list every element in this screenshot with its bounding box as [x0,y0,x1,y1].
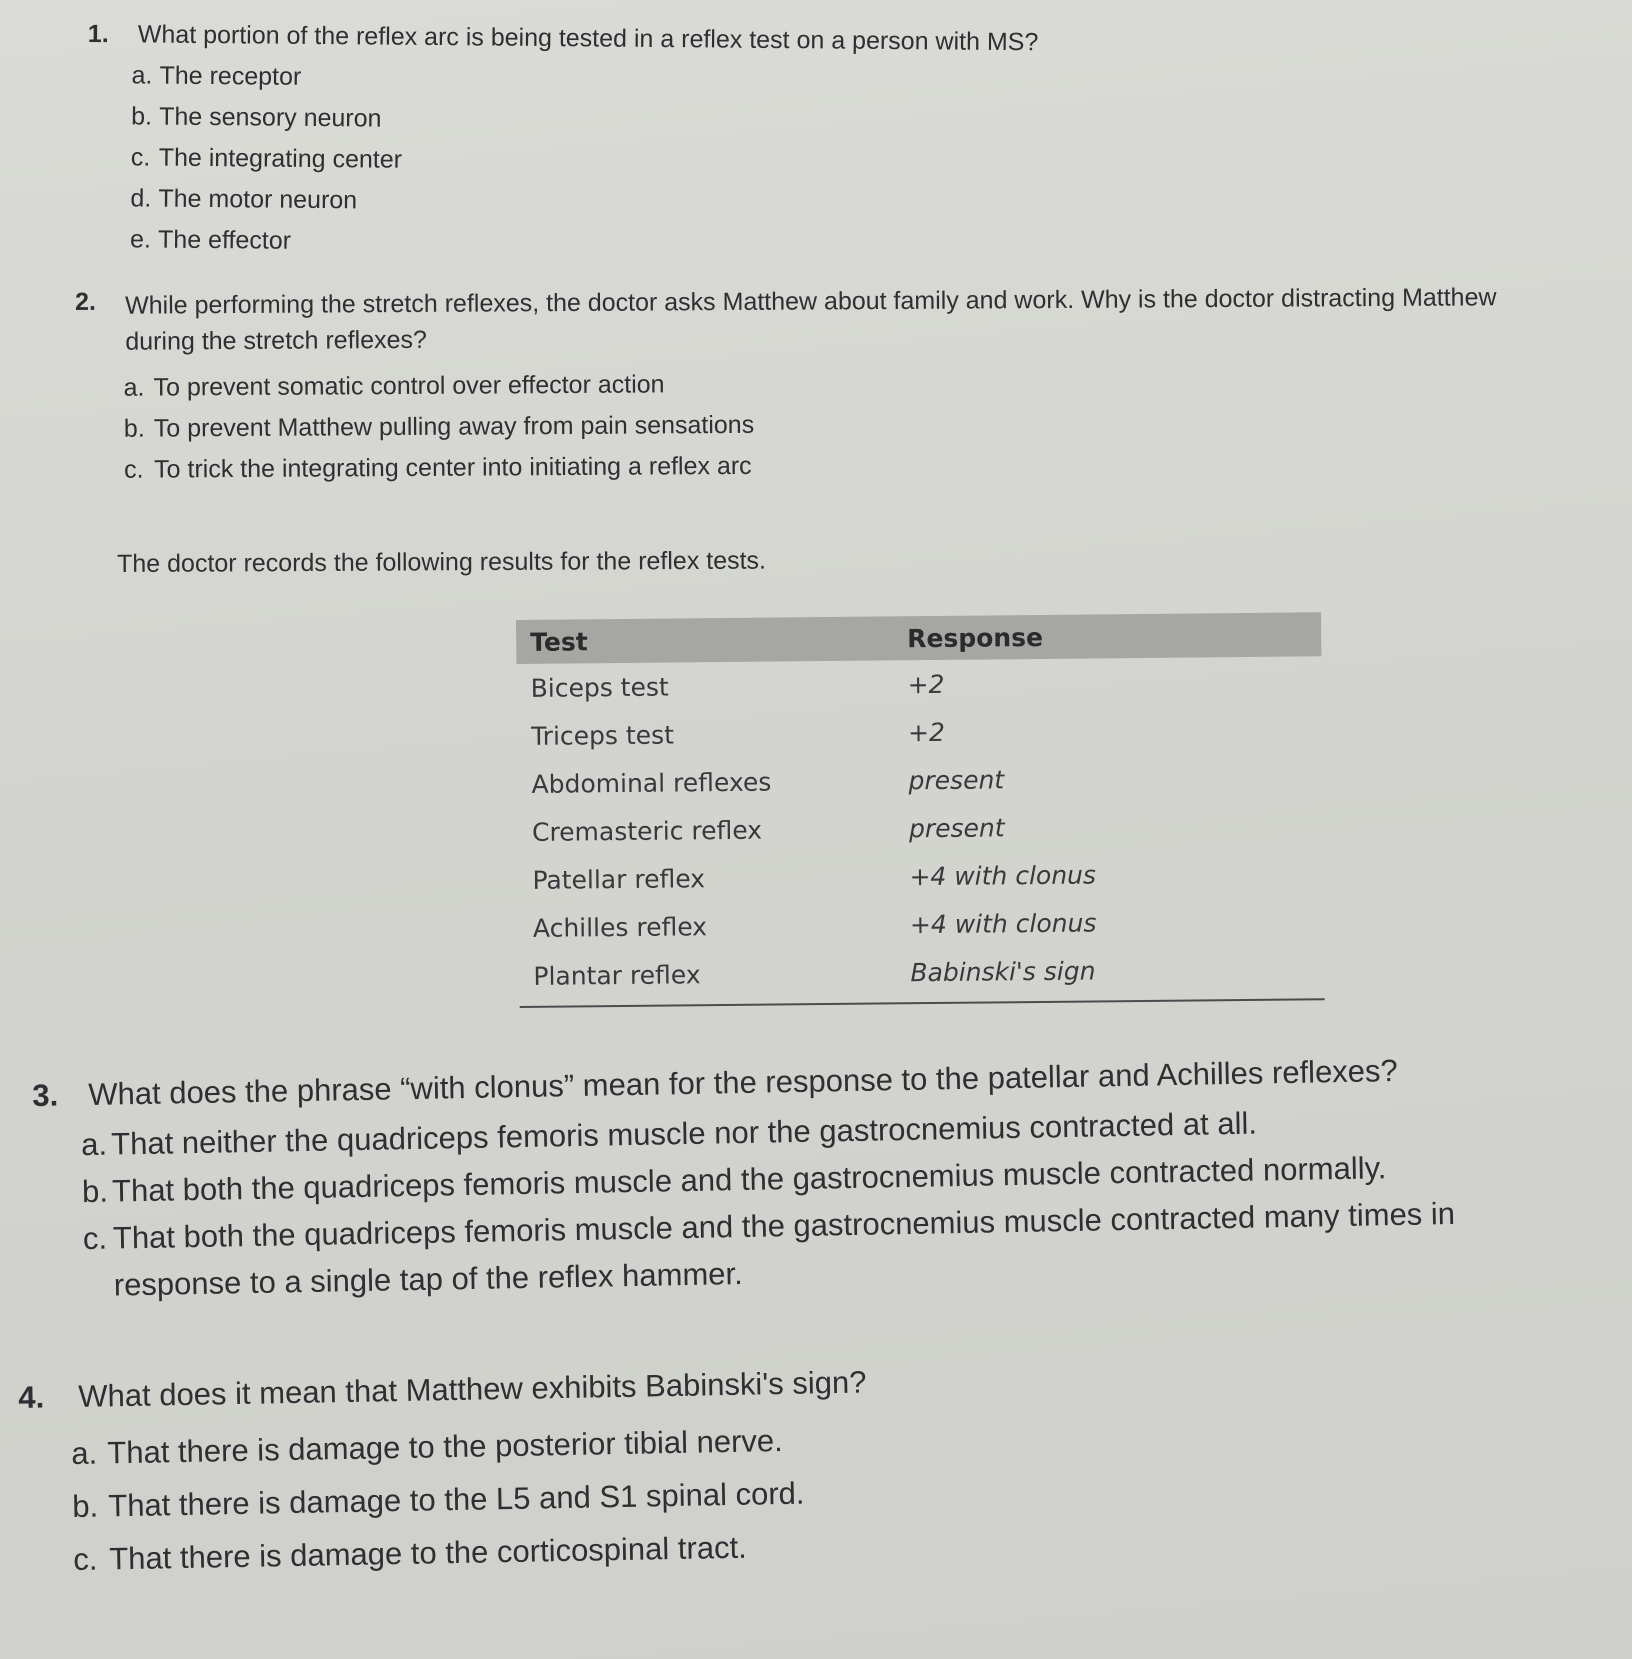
option-text: To trick the integrating center into initiating a reflex arc [154,451,752,484]
header-response: Response [907,622,1044,653]
cell-test: Biceps test [530,672,669,703]
question-2 [75,279,1556,491]
option-text: That neither the quadriceps femoris muscle nor the gastrocnemius contracted at all. [110,1105,1258,1162]
option-letter: a. [131,61,153,90]
reflex-results-table [516,612,1325,1008]
option-text: The integrating center [158,143,403,174]
question-text: What does the phrase “with clonus” mean for the response to the patellar and Achilles reflexes? [87,1052,1399,1112]
option-text: That there is damage to the corticospinal tract. [108,1529,748,1577]
question-stem [88,20,1039,57]
option-letter: c. [82,1220,108,1257]
answer-options [130,55,1038,268]
table-row [516,656,1321,712]
option-text: The sensory neuron [159,102,382,133]
table-header-row [516,612,1321,664]
question-number: 1. [87,20,109,49]
option-letter: a. [123,373,145,402]
question-1 [86,20,1039,268]
table-row [517,704,1322,760]
option-text: The effector [157,225,292,255]
option-text: That there is damage to the posterior tibial nerve. [107,1422,784,1471]
option-letter: c. [72,1541,98,1578]
cell-test: Cremasteric reflex [531,815,763,847]
option-text: That there is damage to the L5 and S1 spinal cord. [108,1475,805,1524]
option-letter: b. [72,1488,99,1525]
cell-response: +2 [907,669,945,699]
cell-test: Abdominal reflexes [531,767,772,799]
table-row [517,752,1322,808]
cell-response: present [908,764,1005,795]
question-stem [75,279,1555,360]
question-number: 2. [75,287,97,316]
option-letter: c. [130,143,151,172]
option-letter: a. [80,1126,108,1163]
table-row [519,896,1324,952]
answer-options [81,1093,1626,1309]
cell-response: present [908,812,1005,843]
header-test: Test [530,626,588,657]
option-text: That both the quadriceps femoris muscle and the gastrocnemius muscle contracted normally. [111,1150,1387,1209]
option-letter: d. [130,184,152,213]
cell-response: +2 [907,717,946,747]
cell-test: Triceps test [530,719,675,751]
answer-options [123,359,1556,491]
table-intro-text: The doctor records the following results for the reflex tests. [117,546,767,578]
table-row [518,848,1323,904]
option-text: That both the quadriceps femoris muscle and the gastrocnemius muscle contracted many times in response to a single tap of the reflex hammer. [112,1195,1456,1303]
option-text: To prevent Matthew pulling away from pain sensations [153,410,755,443]
cell-test: Plantar reflex [533,959,701,991]
question-4 [18,1364,870,1587]
answer-option [124,441,1556,491]
cell-test: Achilles reflex [532,911,708,943]
cell-response: +4 with clonus [909,859,1097,891]
option-text: The receptor [159,61,302,91]
option-letter: c. [124,455,144,484]
answer-option [130,219,1037,268]
table-bottom-rule [520,998,1325,1008]
question-text: What does it mean that Matthew exhibits Babinski's sign? [77,1364,867,1414]
option-letter: e. [129,225,152,254]
question-3 [32,1049,1626,1310]
table-row [519,944,1324,1000]
cell-response: +4 with clonus [909,907,1097,939]
option-letter: b. [131,102,153,131]
question-number: 3. [32,1077,59,1113]
option-letter: b. [81,1173,109,1210]
question-text: While performing the stretch reflexes, the doctor asks Matthew about family and work. Why is the doctor distracting Matthew during the stretch reflexes? [125,283,1497,356]
cell-test: Patellar reflex [532,863,706,895]
option-letter: a. [71,1435,98,1472]
option-text: To prevent somatic control over effector action [153,370,665,402]
table-row [518,800,1323,856]
question-stem [18,1364,867,1416]
option-text: The motor neuron [158,184,358,215]
question-text: What portion of the reflex arc is being tested in a reflex test on a person with MS? [137,20,1039,57]
cell-response: Babinski's sign [910,955,1096,987]
question-number: 4. [18,1379,45,1415]
answer-options [71,1412,870,1586]
option-letter: b. [123,414,145,443]
